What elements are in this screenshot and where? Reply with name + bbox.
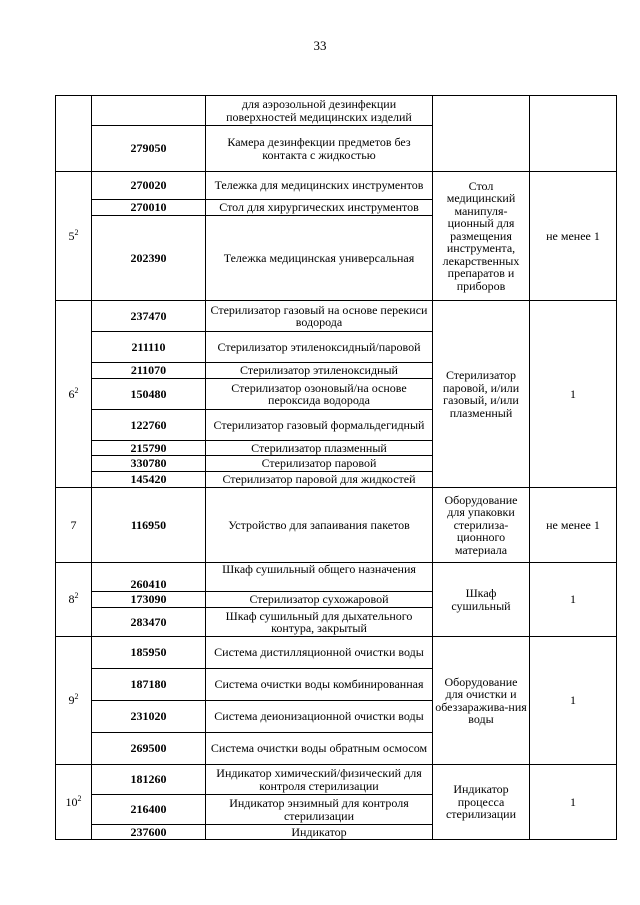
equipment-name: для аэрозольной дезинфекции поверхностей медицинских изделий <box>206 96 433 126</box>
group-number-superscript: 2 <box>74 591 79 601</box>
equipment-code: 216400 <box>92 795 206 825</box>
table-row <box>56 637 617 669</box>
equipment-code: 270020 <box>92 172 206 200</box>
group-number <box>56 637 92 765</box>
table-row <box>56 301 617 332</box>
equipment-name: Шкаф сушильный для дыхательного контура, закрытый <box>206 608 433 637</box>
group-number-value: 9 <box>68 693 75 708</box>
equipment-name: Система очистки воды комбинированная <box>206 669 433 701</box>
equipment-quantity <box>530 96 617 172</box>
equipment-code: 150480 <box>92 379 206 410</box>
table-row <box>56 96 617 126</box>
equipment-name: Тележка для медицинских инструментов <box>206 172 433 200</box>
equipment-category: Оборудование для упаковки стерилиза-ционного материала <box>433 488 530 563</box>
group-number-superscript: 2 <box>74 227 79 237</box>
equipment-code: 185950 <box>92 637 206 669</box>
equipment-category <box>433 96 530 172</box>
equipment-name: Тележка медицинская универсальная <box>206 216 433 301</box>
equipment-quantity: 1 <box>530 637 617 765</box>
equipment-quantity: 1 <box>530 563 617 637</box>
equipment-code: 202390 <box>92 216 206 301</box>
table-row <box>56 563 617 592</box>
equipment-code: 122760 <box>92 410 206 441</box>
group-number-value: 5 <box>68 228 75 243</box>
equipment-code: 283470 <box>92 608 206 637</box>
equipment-code: 116950 <box>92 488 206 563</box>
equipment-name: Система дистилляционной очистки воды <box>206 637 433 669</box>
equipment-quantity: 1 <box>530 301 617 488</box>
equipment-name: Стерилизатор плазменный <box>206 441 433 456</box>
group-number <box>56 488 92 563</box>
table-row <box>56 488 617 563</box>
equipment-code: 231020 <box>92 701 206 733</box>
equipment-quantity: не менее 1 <box>530 488 617 563</box>
equipment-code: 237470 <box>92 301 206 332</box>
equipment-code: 237600 <box>92 825 206 840</box>
equipment-name: Стерилизатор паровой для жидкостей <box>206 472 433 488</box>
equipment-table <box>55 95 617 840</box>
equipment-code: 211110 <box>92 332 206 363</box>
equipment-code: 260410 <box>92 563 206 592</box>
equipment-code: 330780 <box>92 456 206 472</box>
table-row <box>56 172 617 200</box>
equipment-name: Стерилизатор сухожаровой <box>206 592 433 608</box>
equipment-code: 215790 <box>92 441 206 456</box>
equipment-code: 181260 <box>92 765 206 795</box>
equipment-category: Индикатор процесса стерилизации <box>433 765 530 840</box>
equipment-name: Стерилизатор газовый на основе перекиси водорода <box>206 301 433 332</box>
group-number <box>56 96 92 172</box>
equipment-code: 211070 <box>92 363 206 379</box>
equipment-name: Шкаф сушильный общего назначения <box>206 563 433 592</box>
equipment-name: Стол для хирургических инструментов <box>206 200 433 216</box>
equipment-name: Индикатор <box>206 825 433 840</box>
equipment-code: 270010 <box>92 200 206 216</box>
group-number-superscript: 2 <box>74 385 79 395</box>
equipment-name: Камера дезинфекции предметов без контакта с жидкостью <box>206 126 433 172</box>
group-number-superscript: 2 <box>77 793 82 803</box>
table-row <box>56 765 617 795</box>
group-number <box>56 765 92 840</box>
equipment-code: 145420 <box>92 472 206 488</box>
page-number: 33 <box>313 38 327 53</box>
equipment-name: Стерилизатор этиленоксидный <box>206 363 433 379</box>
group-number-value: 6 <box>68 386 75 401</box>
equipment-code: 269500 <box>92 733 206 765</box>
group-number <box>56 172 92 301</box>
group-number <box>56 301 92 488</box>
equipment-category: Оборудование для очистки и обеззаражива-ния воды <box>433 637 530 765</box>
equipment-quantity: не менее 1 <box>530 172 617 301</box>
equipment-name: Система очистки воды обратным осмосом <box>206 733 433 765</box>
equipment-code: 279050 <box>92 126 206 172</box>
group-number <box>56 563 92 637</box>
equipment-quantity: 1 <box>530 765 617 840</box>
equipment-name: Стерилизатор паровой <box>206 456 433 472</box>
group-number-value: 10 <box>65 794 78 809</box>
group-number-value: 7 <box>70 517 77 532</box>
equipment-name: Система деионизационной очистки воды <box>206 701 433 733</box>
equipment-name: Устройство для запаивания пакетов <box>206 488 433 563</box>
equipment-name: Индикатор химический/физический для контроля стерилизации <box>206 765 433 795</box>
group-number-value: 8 <box>68 592 75 607</box>
equipment-category: Шкаф сушильный <box>433 563 530 637</box>
equipment-code: 187180 <box>92 669 206 701</box>
equipment-category: Стол медицинский манипуля-ционный для размещения инструмента, лекарственных препаратов и приборов <box>433 172 530 301</box>
equipment-code: 173090 <box>92 592 206 608</box>
equipment-name: Индикатор энзимный для контроля стерилизации <box>206 795 433 825</box>
equipment-name: Стерилизатор озоновый/на основе пероксида водорода <box>206 379 433 410</box>
equipment-category: Стерилизатор паровой, и/или газовый, и/или плазменный <box>433 301 530 488</box>
equipment-name: Стерилизатор этиленоксидный/паровой <box>206 332 433 363</box>
equipment-code <box>92 96 206 126</box>
equipment-name: Стерилизатор газовый формальдегидный <box>206 410 433 441</box>
group-number-superscript: 2 <box>74 692 79 702</box>
